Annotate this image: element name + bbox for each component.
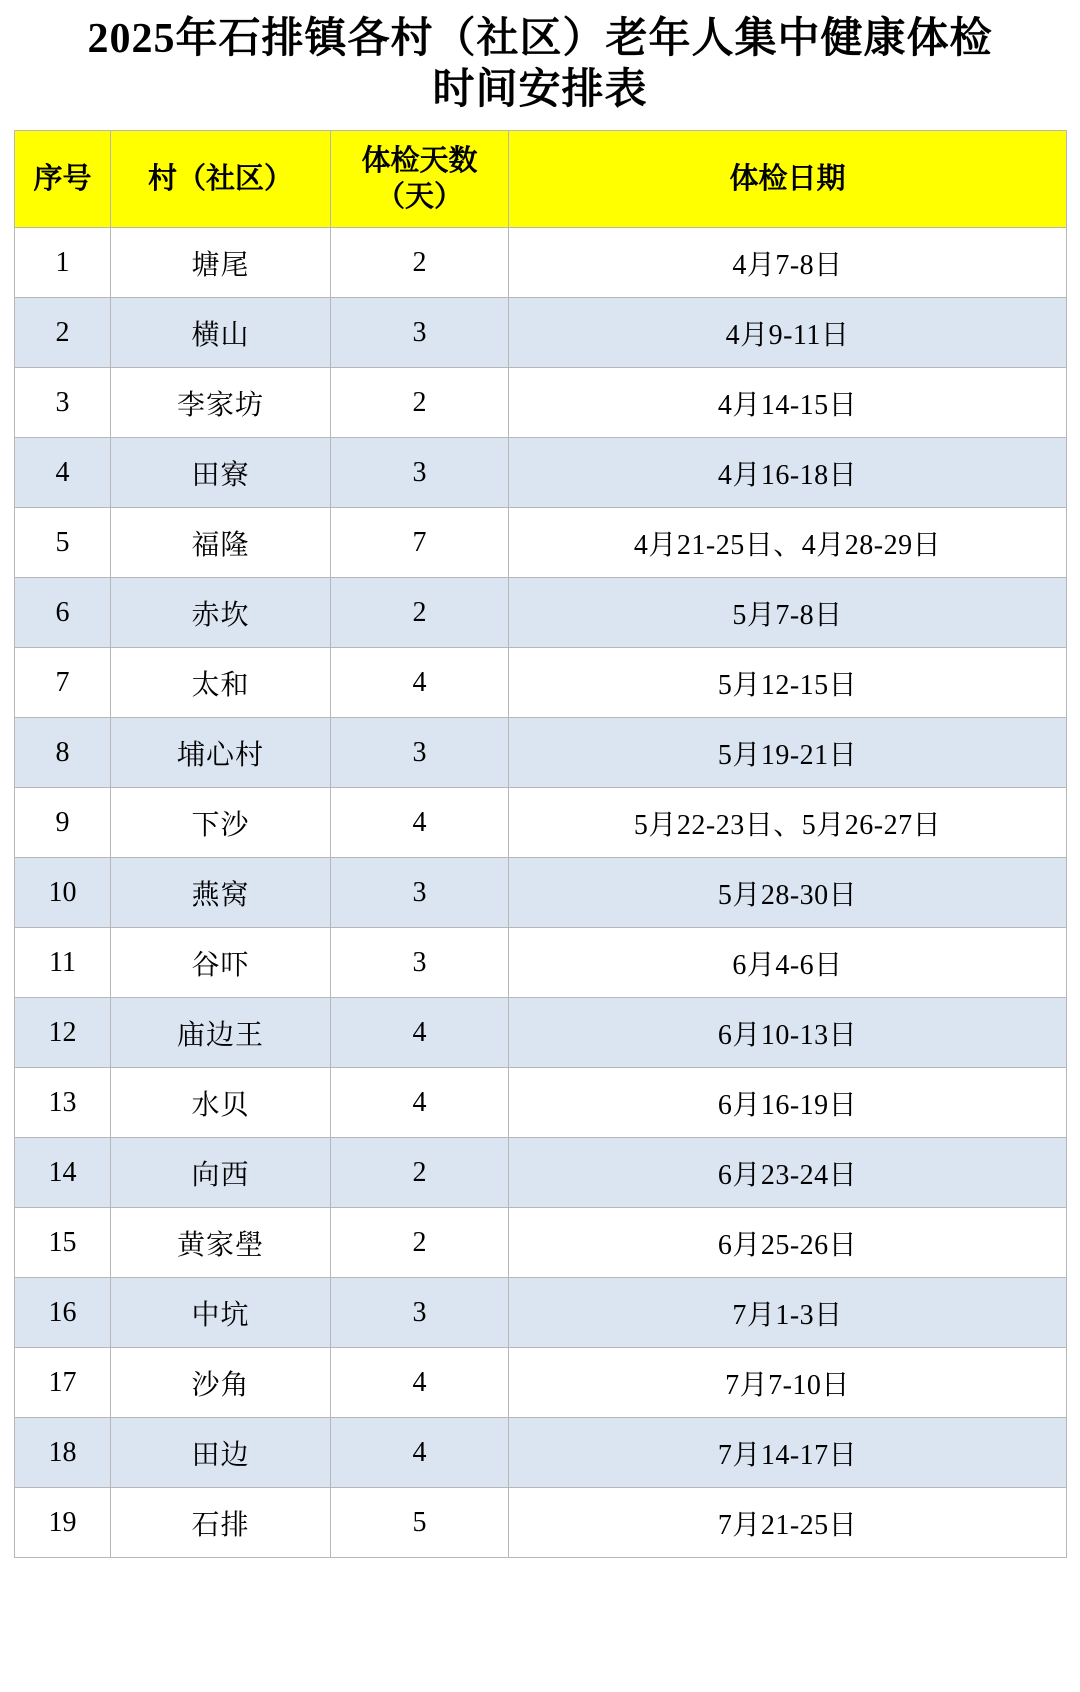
table-row: [15, 368, 1067, 438]
table-row: [15, 718, 1067, 788]
cell-no: 6: [15, 578, 111, 648]
table-body: [15, 228, 1067, 1558]
cell-days: 4: [331, 998, 509, 1068]
cell-village: 太和: [111, 648, 331, 718]
cell-village: 下沙: [111, 788, 331, 858]
table-row: [15, 788, 1067, 858]
table-row: [15, 1068, 1067, 1138]
cell-days: 7: [331, 508, 509, 578]
cell-days: 4: [331, 1068, 509, 1138]
cell-days: 3: [331, 718, 509, 788]
cell-village: 田边: [111, 1418, 331, 1488]
cell-date: 4月16-18日: [509, 438, 1067, 508]
cell-date: 5月7-8日: [509, 578, 1067, 648]
cell-days: 3: [331, 438, 509, 508]
cell-days: 2: [331, 578, 509, 648]
cell-no: 4: [15, 438, 111, 508]
cell-date: 5月12-15日: [509, 648, 1067, 718]
cell-date: 4月9-11日: [509, 298, 1067, 368]
cell-days: 4: [331, 788, 509, 858]
table-row: [15, 998, 1067, 1068]
cell-date: 5月28-30日: [509, 858, 1067, 928]
cell-no: 15: [15, 1208, 111, 1278]
cell-days: 4: [331, 1348, 509, 1418]
cell-no: 7: [15, 648, 111, 718]
cell-village: 赤坎: [111, 578, 331, 648]
cell-village: 福隆: [111, 508, 331, 578]
cell-days: 3: [331, 928, 509, 998]
table-row: [15, 508, 1067, 578]
cell-village: 向西: [111, 1138, 331, 1208]
cell-village: 横山: [111, 298, 331, 368]
column-header-days-line2: （天）: [375, 181, 463, 214]
table-row: [15, 298, 1067, 368]
cell-village: 庙边王: [111, 998, 331, 1068]
cell-village: 水贝: [111, 1068, 331, 1138]
table-row: [15, 1138, 1067, 1208]
table-header-row: [15, 131, 1067, 228]
cell-date: 6月23-24日: [509, 1138, 1067, 1208]
cell-date: 5月19-21日: [509, 718, 1067, 788]
cell-village: 中坑: [111, 1278, 331, 1348]
column-header-days: [331, 131, 509, 228]
health-checkup-schedule-table: [14, 130, 1067, 1558]
table-row: [15, 438, 1067, 508]
cell-no: 3: [15, 368, 111, 438]
table-row: [15, 928, 1067, 998]
table-row: [15, 578, 1067, 648]
cell-date: 4月21-25日、4月28-29日: [509, 508, 1067, 578]
column-header-date: 体检日期: [509, 131, 1067, 228]
cell-village: 李家坊: [111, 368, 331, 438]
table-row: [15, 1278, 1067, 1348]
cell-date: 5月22-23日、5月26-27日: [509, 788, 1067, 858]
cell-no: 1: [15, 228, 111, 298]
cell-date: 6月16-19日: [509, 1068, 1067, 1138]
table-row: [15, 228, 1067, 298]
cell-days: 4: [331, 648, 509, 718]
table-row: [15, 1418, 1067, 1488]
column-header-days-line1: 体检天数: [361, 145, 478, 178]
cell-no: 18: [15, 1418, 111, 1488]
cell-date: 6月10-13日: [509, 998, 1067, 1068]
page-title-line2: 时间安排表: [432, 67, 648, 114]
table-row: [15, 858, 1067, 928]
cell-village: 黄家壆: [111, 1208, 331, 1278]
cell-date: 6月4-6日: [509, 928, 1067, 998]
cell-days: 4: [331, 1418, 509, 1488]
cell-date: 4月14-15日: [509, 368, 1067, 438]
cell-days: 2: [331, 228, 509, 298]
cell-no: 13: [15, 1068, 111, 1138]
cell-date: 6月25-26日: [509, 1208, 1067, 1278]
cell-no: 9: [15, 788, 111, 858]
cell-no: 11: [15, 928, 111, 998]
cell-no: 2: [15, 298, 111, 368]
column-header-village: 村（社区）: [111, 131, 331, 228]
cell-no: 8: [15, 718, 111, 788]
cell-village: 沙角: [111, 1348, 331, 1418]
cell-days: 3: [331, 298, 509, 368]
column-header-no: 序号: [15, 131, 111, 228]
page-title-line1: 2025年石排镇各村（社区）老年人集中健康体检: [87, 16, 993, 62]
cell-no: 10: [15, 858, 111, 928]
cell-days: 3: [331, 1278, 509, 1348]
table-row: [15, 1488, 1067, 1558]
cell-village: 石排: [111, 1488, 331, 1558]
cell-date: 7月1-3日: [509, 1278, 1067, 1348]
cell-days: 3: [331, 858, 509, 928]
cell-no: 14: [15, 1138, 111, 1208]
cell-village: 塘尾: [111, 228, 331, 298]
cell-village: 埔心村: [111, 718, 331, 788]
cell-no: 19: [15, 1488, 111, 1558]
cell-date: 7月7-10日: [509, 1348, 1067, 1418]
table-header: [15, 131, 1067, 228]
cell-no: 5: [15, 508, 111, 578]
cell-days: 2: [331, 368, 509, 438]
table-row: [15, 1208, 1067, 1278]
cell-days: 2: [331, 1138, 509, 1208]
cell-date: 7月14-17日: [509, 1418, 1067, 1488]
cell-date: 4月7-8日: [509, 228, 1067, 298]
cell-village: 谷吓: [111, 928, 331, 998]
page-title: [0, 0, 1080, 126]
cell-village: 燕窝: [111, 858, 331, 928]
cell-days: 2: [331, 1208, 509, 1278]
cell-days: 5: [331, 1488, 509, 1558]
cell-village: 田寮: [111, 438, 331, 508]
cell-no: 16: [15, 1278, 111, 1348]
table-row: [15, 1348, 1067, 1418]
table-row: [15, 648, 1067, 718]
cell-no: 17: [15, 1348, 111, 1418]
cell-no: 12: [15, 998, 111, 1068]
cell-date: 7月21-25日: [509, 1488, 1067, 1558]
